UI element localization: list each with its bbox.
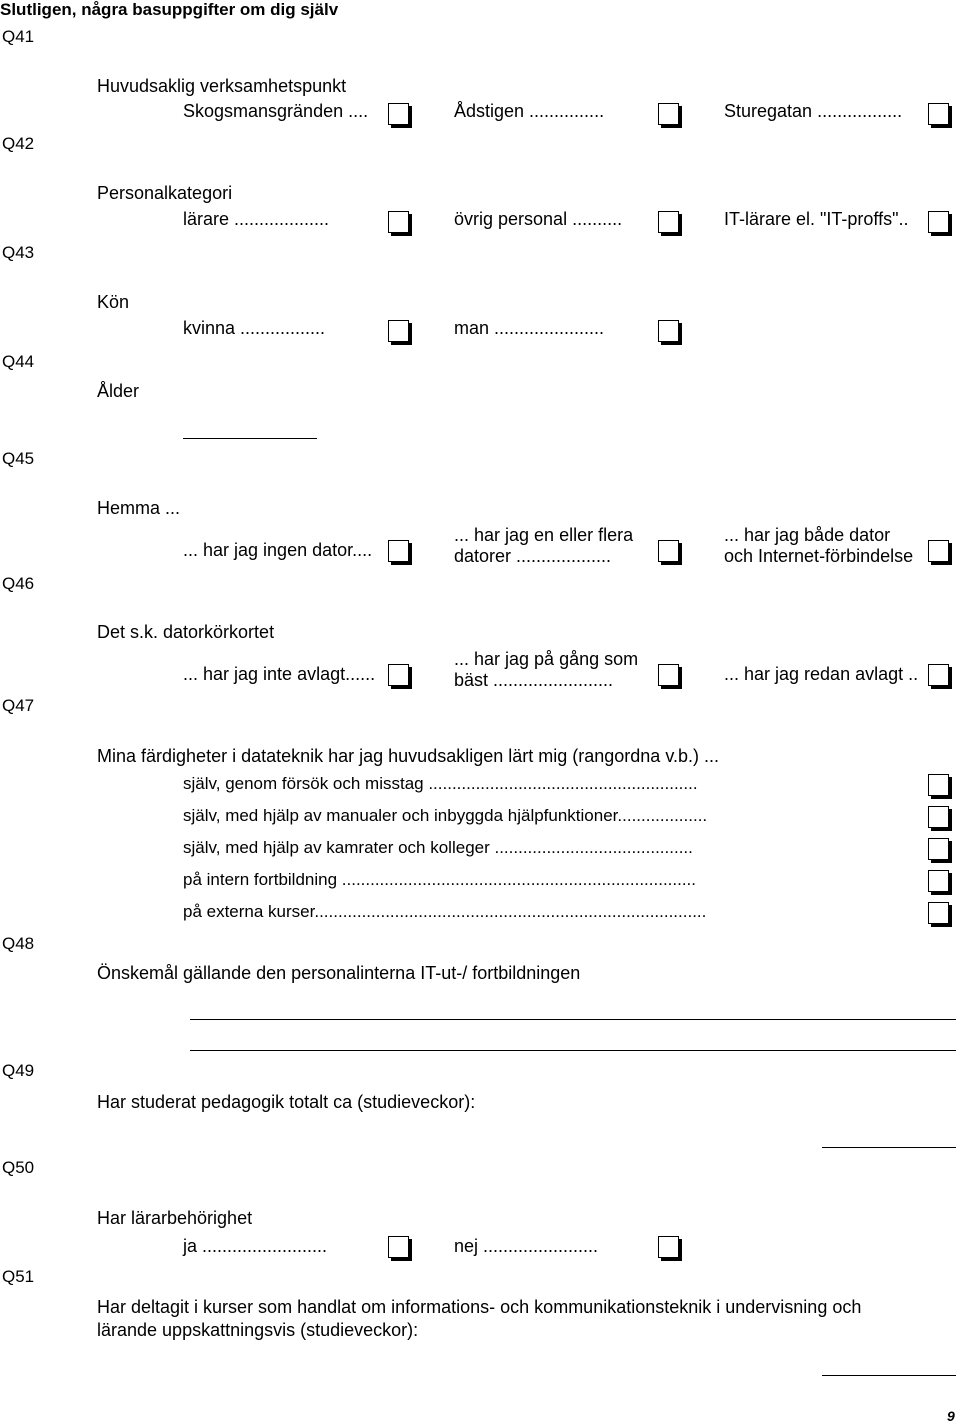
q46-question: Hemma ... — [97, 498, 181, 518]
q43-option-label: övrig personal .......... — [454, 209, 623, 229]
q47-checkbox-redan-avlagt[interactable] — [928, 664, 949, 686]
q45-number: Q45 — [2, 449, 35, 468]
q46-checkbox-ingen-dator[interactable] — [388, 540, 409, 562]
q47-option-label: ... har jag på gång som — [454, 649, 639, 669]
q48-question: Mina färdigheter i datateknik har jag huvudsakligen lärt mig (rangordna v.b.) ... — [97, 746, 719, 766]
q41-number: Q41 — [2, 27, 35, 46]
q48-item-2: själv, med hjälp av manualer och inbyggda hjälpfunktioner................... — [183, 806, 708, 825]
q48-item-1: själv, genom försök och misstag ......................................................... — [183, 774, 698, 793]
q51-option-label: nej ....................... — [454, 1236, 599, 1256]
q48-rank-box-4[interactable] — [928, 870, 949, 892]
q46-checkbox-dator-och-internet[interactable] — [928, 540, 949, 562]
q43-option-label: IT-lärare el. "IT-proffs".. — [724, 209, 909, 229]
q44-option-label: man ...................... — [454, 318, 605, 338]
q42-question: Huvudsaklig verksamhetspunkt — [97, 76, 347, 96]
q44-checkbox-kvinna[interactable] — [388, 320, 409, 342]
q42-option-label: Ådstigen ............... — [454, 101, 605, 121]
q50-answer-line[interactable] — [822, 1147, 956, 1148]
q44-checkbox-man[interactable] — [658, 320, 679, 342]
q47-option-label: ... har jag inte avlagt...... — [183, 664, 376, 684]
page-number: 9 — [947, 1408, 955, 1424]
q45-question: Ålder — [97, 381, 140, 401]
q51-checkbox-ja[interactable] — [388, 1236, 409, 1258]
q42-option-label: Sturegatan ................. — [724, 101, 903, 121]
q44-option-label: kvinna ................. — [183, 318, 326, 338]
q51-option-label: ja ......................... — [183, 1236, 328, 1256]
q52-question-line2: lärande uppskattningsvis (studieveckor): — [97, 1320, 419, 1340]
q46-checkbox-en-eller-flera[interactable] — [658, 540, 679, 562]
q48-item-5: på externa kurser................................................................................... — [183, 902, 707, 921]
q49-number: Q49 — [2, 1061, 35, 1080]
q42-checkbox-adstigen[interactable] — [658, 103, 679, 125]
q51-checkbox-nej[interactable] — [658, 1236, 679, 1258]
q42-number: Q42 — [2, 134, 35, 153]
q48-rank-box-3[interactable] — [928, 838, 949, 860]
q42-option-label: Skogsmansgränden .... — [183, 101, 369, 121]
q47-option-label-line2: bäst ........................ — [454, 670, 614, 690]
q51-number: Q51 — [2, 1267, 35, 1286]
q46-option-label: ... har jag en eller flera — [454, 525, 634, 545]
q45-answer-line[interactable] — [183, 438, 317, 439]
q42-checkbox-sturegatan[interactable] — [928, 103, 949, 125]
q47-number: Q47 — [2, 696, 35, 715]
q43-option-label: lärare ................... — [183, 209, 330, 229]
q43-question: Personalkategori — [97, 183, 233, 203]
q44-question: Kön — [97, 292, 130, 312]
q47-question: Det s.k. datorkörkortet — [97, 622, 275, 642]
q51-question: Har lärarbehörighet — [97, 1208, 253, 1228]
q48-rank-box-2[interactable] — [928, 806, 949, 828]
q48-rank-box-5[interactable] — [928, 902, 949, 924]
q46-number: Q46 — [2, 574, 35, 593]
q46-option-label-line2: och Internet-förbindelse — [724, 546, 914, 566]
q43-checkbox-it-larare[interactable] — [928, 211, 949, 233]
q48-number: Q48 — [2, 934, 35, 953]
q46-option-label: ... har jag ingen dator.... — [183, 540, 373, 560]
q47-checkbox-inte-avlagt[interactable] — [388, 664, 409, 686]
q43-checkbox-larare[interactable] — [388, 211, 409, 233]
q44-number: Q44 — [2, 352, 35, 371]
q52-question-line1: Har deltagit i kurser som handlat om informations- och kommunikationsteknik i undervisning och — [97, 1297, 862, 1317]
q42-checkbox-skogsmansgranden[interactable] — [388, 103, 409, 125]
q46-option-label: ... har jag både dator — [724, 525, 891, 545]
q52-answer-line[interactable] — [822, 1375, 956, 1376]
q46-option-label-line2: datorer ................... — [454, 546, 612, 566]
q49-answer-line-1[interactable] — [190, 1019, 956, 1020]
q48-item-4: på intern fortbildning ........................................................................... — [183, 870, 697, 889]
q48-rank-box-1[interactable] — [928, 774, 949, 796]
q43-checkbox-ovrig-personal[interactable] — [658, 211, 679, 233]
q48-item-3: själv, med hjälp av kamrater och kolleger .......................................... — [183, 838, 693, 857]
q49-question: Önskemål gällande den personalinterna IT-ut-/ fortbildningen — [97, 963, 581, 983]
page-title: Slutligen, några basuppgifter om dig själv — [0, 0, 339, 19]
q47-option-label: ... har jag redan avlagt .. — [724, 664, 919, 684]
q47-checkbox-pa-gang[interactable] — [658, 664, 679, 686]
q49-answer-line-2[interactable] — [190, 1050, 956, 1051]
q50-number: Q50 — [2, 1158, 35, 1177]
q43-number: Q43 — [2, 243, 35, 262]
q50-question: Har studerat pedagogik totalt ca (studieveckor): — [97, 1092, 476, 1112]
